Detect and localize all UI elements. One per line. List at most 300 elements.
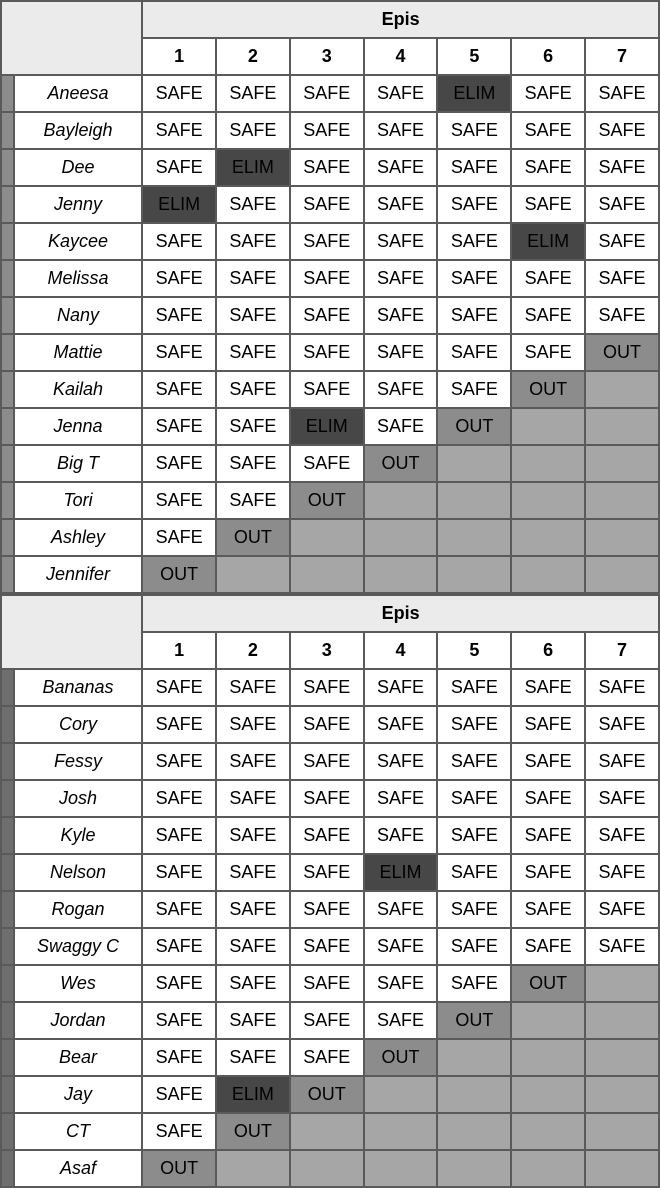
- status-cell-safe: SAFE: [142, 928, 216, 965]
- contestant-name: Kyle: [14, 817, 142, 854]
- status-cell-safe: SAFE: [142, 75, 216, 112]
- status-cell-safe: SAFE: [216, 743, 290, 780]
- contestant-row: [1, 1039, 659, 1076]
- status-cell-safe: SAFE: [290, 260, 364, 297]
- status-cell-safe: SAFE: [437, 706, 511, 743]
- status-cell-safe: SAFE: [216, 817, 290, 854]
- status-cell-safe: SAFE: [290, 928, 364, 965]
- men-progress-table: [0, 594, 660, 1188]
- row-color-strip: [1, 743, 14, 780]
- status-cell-empty: [511, 1113, 585, 1150]
- status-cell-safe: SAFE: [142, 1113, 216, 1150]
- status-cell-empty: [585, 371, 659, 408]
- status-cell-empty: [437, 1076, 511, 1113]
- episode-number-header: 2: [216, 632, 290, 669]
- contestant-row: [1, 1113, 659, 1150]
- status-cell-safe: SAFE: [290, 854, 364, 891]
- status-cell-empty: [290, 556, 364, 593]
- status-cell-safe: SAFE: [142, 408, 216, 445]
- status-cell-safe: SAFE: [142, 112, 216, 149]
- contestant-row: [1, 1002, 659, 1039]
- status-cell-safe: SAFE: [437, 891, 511, 928]
- contestant-name: Bananas: [14, 669, 142, 706]
- contestant-row: [1, 371, 659, 408]
- contestant-row: [1, 743, 659, 780]
- status-cell-safe: SAFE: [364, 669, 438, 706]
- contestant-name: Ashley: [14, 519, 142, 556]
- status-cell-safe: SAFE: [511, 334, 585, 371]
- status-cell-safe: SAFE: [585, 669, 659, 706]
- status-cell-empty: [216, 556, 290, 593]
- status-cell-safe: SAFE: [142, 334, 216, 371]
- status-cell-safe: SAFE: [585, 891, 659, 928]
- status-cell-safe: SAFE: [437, 149, 511, 186]
- row-color-strip: [1, 260, 14, 297]
- status-cell-safe: SAFE: [364, 186, 438, 223]
- status-cell-elim: ELIM: [511, 223, 585, 260]
- status-cell-safe: SAFE: [437, 817, 511, 854]
- status-cell-safe: SAFE: [290, 1002, 364, 1039]
- status-cell-safe: SAFE: [216, 334, 290, 371]
- contestant-name: Melissa: [14, 260, 142, 297]
- status-cell-safe: SAFE: [364, 706, 438, 743]
- status-cell-safe: SAFE: [216, 260, 290, 297]
- status-cell-safe: SAFE: [585, 112, 659, 149]
- status-cell-safe: SAFE: [364, 1002, 438, 1039]
- status-cell-empty: [511, 556, 585, 593]
- status-cell-safe: SAFE: [437, 112, 511, 149]
- status-cell-empty: [511, 1039, 585, 1076]
- status-cell-safe: SAFE: [511, 297, 585, 334]
- status-cell-safe: SAFE: [585, 260, 659, 297]
- contestant-name: Cory: [14, 706, 142, 743]
- status-cell-safe: SAFE: [142, 260, 216, 297]
- status-cell-empty: [437, 1150, 511, 1187]
- row-color-strip: [1, 75, 14, 112]
- status-cell-elim: ELIM: [290, 408, 364, 445]
- status-cell-safe: SAFE: [290, 149, 364, 186]
- episode-number-header: 1: [142, 38, 216, 75]
- row-color-strip: [1, 1113, 14, 1150]
- status-cell-safe: SAFE: [290, 186, 364, 223]
- row-color-strip: [1, 519, 14, 556]
- contestant-name: Jay: [14, 1076, 142, 1113]
- status-cell-safe: SAFE: [290, 891, 364, 928]
- status-cell-safe: SAFE: [290, 75, 364, 112]
- status-cell-out: OUT: [290, 1076, 364, 1113]
- contestant-row: [1, 556, 659, 593]
- episodes-group-header: [142, 595, 659, 632]
- episode-number-header: 5: [437, 38, 511, 75]
- status-cell-safe: SAFE: [290, 371, 364, 408]
- status-cell-empty: [364, 519, 438, 556]
- status-cell-safe: SAFE: [364, 928, 438, 965]
- status-cell-empty: [585, 1150, 659, 1187]
- status-cell-safe: SAFE: [585, 780, 659, 817]
- status-cell-safe: SAFE: [511, 928, 585, 965]
- header-corner: [1, 1, 142, 75]
- status-cell-safe: SAFE: [142, 149, 216, 186]
- status-cell-safe: SAFE: [290, 223, 364, 260]
- episode-number-header: 7: [585, 38, 659, 75]
- header-corner: [1, 595, 142, 669]
- row-color-strip: [1, 965, 14, 1002]
- episode-number-header: 5: [437, 632, 511, 669]
- status-cell-safe: SAFE: [437, 780, 511, 817]
- episodes-group-label: Epis: [381, 9, 420, 29]
- row-color-strip: [1, 780, 14, 817]
- contestant-name: Tori: [14, 482, 142, 519]
- status-cell-safe: SAFE: [142, 1039, 216, 1076]
- status-cell-safe: SAFE: [142, 371, 216, 408]
- contestant-row: [1, 112, 659, 149]
- status-cell-out: OUT: [364, 1039, 438, 1076]
- status-cell-safe: SAFE: [437, 965, 511, 1002]
- status-cell-empty: [290, 1113, 364, 1150]
- status-cell-empty: [511, 482, 585, 519]
- episode-number-header: 7: [585, 632, 659, 669]
- status-cell-elim: ELIM: [364, 854, 438, 891]
- status-cell-empty: [364, 1150, 438, 1187]
- row-color-strip: [1, 556, 14, 593]
- contestant-name: CT: [14, 1113, 142, 1150]
- contestant-row: [1, 854, 659, 891]
- status-cell-empty: [437, 482, 511, 519]
- row-color-strip: [1, 1039, 14, 1076]
- status-cell-safe: SAFE: [437, 669, 511, 706]
- status-cell-safe: SAFE: [364, 371, 438, 408]
- row-color-strip: [1, 223, 14, 260]
- episode-number-header: 3: [290, 632, 364, 669]
- status-cell-safe: SAFE: [511, 743, 585, 780]
- status-cell-empty: [585, 1002, 659, 1039]
- status-cell-safe: SAFE: [290, 112, 364, 149]
- row-color-strip: [1, 112, 14, 149]
- contestant-name: Dee: [14, 149, 142, 186]
- status-cell-safe: SAFE: [585, 75, 659, 112]
- status-cell-safe: SAFE: [511, 149, 585, 186]
- status-cell-out: OUT: [585, 334, 659, 371]
- row-color-strip: [1, 445, 14, 482]
- contestant-row: [1, 669, 659, 706]
- contestant-name: Kailah: [14, 371, 142, 408]
- row-color-strip: [1, 408, 14, 445]
- status-cell-out: OUT: [511, 965, 585, 1002]
- status-cell-safe: SAFE: [216, 371, 290, 408]
- contestant-name: Kaycee: [14, 223, 142, 260]
- status-cell-empty: [290, 1150, 364, 1187]
- row-color-strip: [1, 1076, 14, 1113]
- status-cell-out: OUT: [364, 445, 438, 482]
- status-cell-empty: [585, 519, 659, 556]
- contestant-name: Wes: [14, 965, 142, 1002]
- status-cell-safe: SAFE: [142, 817, 216, 854]
- episode-number-header: 2: [216, 38, 290, 75]
- status-cell-empty: [437, 556, 511, 593]
- status-cell-empty: [511, 445, 585, 482]
- status-cell-safe: SAFE: [216, 223, 290, 260]
- status-cell-safe: SAFE: [364, 965, 438, 1002]
- contestant-row: [1, 223, 659, 260]
- status-cell-safe: SAFE: [290, 297, 364, 334]
- row-color-strip: [1, 334, 14, 371]
- status-cell-safe: SAFE: [216, 854, 290, 891]
- contestant-row: [1, 780, 659, 817]
- contestant-row: [1, 928, 659, 965]
- status-cell-empty: [585, 1076, 659, 1113]
- status-cell-elim: ELIM: [437, 75, 511, 112]
- status-cell-safe: SAFE: [585, 186, 659, 223]
- status-cell-safe: SAFE: [511, 669, 585, 706]
- contestant-row: [1, 408, 659, 445]
- status-cell-safe: SAFE: [364, 297, 438, 334]
- status-cell-elim: ELIM: [216, 1076, 290, 1113]
- row-color-strip: [1, 297, 14, 334]
- contestant-row: [1, 260, 659, 297]
- contestant-row: [1, 482, 659, 519]
- status-cell-safe: SAFE: [290, 780, 364, 817]
- status-cell-empty: [364, 1113, 438, 1150]
- status-cell-safe: SAFE: [142, 965, 216, 1002]
- status-cell-safe: SAFE: [216, 780, 290, 817]
- episode-number-header: 1: [142, 632, 216, 669]
- contestant-row: [1, 519, 659, 556]
- status-cell-safe: SAFE: [511, 186, 585, 223]
- status-cell-empty: [290, 519, 364, 556]
- status-cell-empty: [437, 445, 511, 482]
- status-cell-safe: SAFE: [216, 186, 290, 223]
- status-cell-empty: [511, 1076, 585, 1113]
- row-color-strip: [1, 186, 14, 223]
- status-cell-safe: SAFE: [290, 965, 364, 1002]
- contestant-name: Big T: [14, 445, 142, 482]
- status-cell-safe: SAFE: [511, 706, 585, 743]
- status-cell-safe: SAFE: [364, 260, 438, 297]
- row-color-strip: [1, 1002, 14, 1039]
- status-cell-safe: SAFE: [290, 743, 364, 780]
- status-cell-safe: SAFE: [437, 371, 511, 408]
- row-color-strip: [1, 1150, 14, 1187]
- status-cell-safe: SAFE: [364, 75, 438, 112]
- status-cell-safe: SAFE: [585, 297, 659, 334]
- row-color-strip: [1, 669, 14, 706]
- status-cell-safe: SAFE: [585, 743, 659, 780]
- contestant-name: Asaf: [14, 1150, 142, 1187]
- status-cell-safe: SAFE: [142, 519, 216, 556]
- status-cell-safe: SAFE: [585, 817, 659, 854]
- status-cell-safe: SAFE: [216, 669, 290, 706]
- status-cell-empty: [585, 1039, 659, 1076]
- contestant-row: [1, 334, 659, 371]
- status-cell-out: OUT: [216, 1113, 290, 1150]
- contestant-row: [1, 75, 659, 112]
- status-cell-empty: [585, 1113, 659, 1150]
- episodes-group-header: [142, 1, 659, 38]
- status-cell-safe: SAFE: [364, 408, 438, 445]
- status-cell-safe: SAFE: [437, 334, 511, 371]
- contestant-name: Fessy: [14, 743, 142, 780]
- status-cell-empty: [437, 1113, 511, 1150]
- status-cell-safe: SAFE: [216, 706, 290, 743]
- contestant-row: [1, 149, 659, 186]
- status-cell-out: OUT: [216, 519, 290, 556]
- status-cell-safe: SAFE: [216, 1002, 290, 1039]
- status-cell-safe: SAFE: [216, 297, 290, 334]
- status-cell-safe: SAFE: [437, 260, 511, 297]
- status-cell-empty: [511, 1002, 585, 1039]
- contestant-row: [1, 817, 659, 854]
- contestant-row: [1, 965, 659, 1002]
- status-cell-safe: SAFE: [585, 149, 659, 186]
- status-cell-safe: SAFE: [364, 780, 438, 817]
- status-cell-safe: SAFE: [437, 223, 511, 260]
- status-cell-safe: SAFE: [511, 817, 585, 854]
- status-cell-safe: SAFE: [437, 297, 511, 334]
- episode-number-header: 4: [364, 38, 438, 75]
- status-cell-safe: SAFE: [585, 706, 659, 743]
- status-cell-safe: SAFE: [364, 817, 438, 854]
- status-cell-safe: SAFE: [142, 854, 216, 891]
- status-cell-out: OUT: [142, 1150, 216, 1187]
- status-cell-empty: [585, 408, 659, 445]
- contestant-name: Swaggy C: [14, 928, 142, 965]
- contestant-name: Rogan: [14, 891, 142, 928]
- status-cell-out: OUT: [290, 482, 364, 519]
- status-cell-safe: SAFE: [216, 965, 290, 1002]
- status-cell-safe: SAFE: [216, 112, 290, 149]
- row-color-strip: [1, 817, 14, 854]
- status-cell-safe: SAFE: [290, 334, 364, 371]
- status-cell-empty: [585, 556, 659, 593]
- status-cell-out: OUT: [437, 1002, 511, 1039]
- episode-number-header: 6: [511, 632, 585, 669]
- status-cell-empty: [511, 1150, 585, 1187]
- status-cell-safe: SAFE: [511, 260, 585, 297]
- status-cell-safe: SAFE: [142, 891, 216, 928]
- status-cell-safe: SAFE: [142, 1002, 216, 1039]
- status-cell-safe: SAFE: [511, 854, 585, 891]
- status-cell-safe: SAFE: [511, 891, 585, 928]
- episode-number-header: 4: [364, 632, 438, 669]
- status-cell-empty: [585, 445, 659, 482]
- contestant-name: Nany: [14, 297, 142, 334]
- status-cell-safe: SAFE: [142, 743, 216, 780]
- status-cell-empty: [216, 1150, 290, 1187]
- status-cell-safe: SAFE: [364, 223, 438, 260]
- episode-number-header: 3: [290, 38, 364, 75]
- row-color-strip: [1, 891, 14, 928]
- status-cell-safe: SAFE: [437, 743, 511, 780]
- contestant-row: [1, 186, 659, 223]
- status-cell-safe: SAFE: [142, 706, 216, 743]
- status-cell-safe: SAFE: [216, 482, 290, 519]
- row-color-strip: [1, 149, 14, 186]
- status-cell-out: OUT: [437, 408, 511, 445]
- status-cell-safe: SAFE: [216, 408, 290, 445]
- status-cell-empty: [585, 965, 659, 1002]
- status-cell-empty: [511, 519, 585, 556]
- contestant-name: Jenny: [14, 186, 142, 223]
- status-cell-safe: SAFE: [585, 928, 659, 965]
- status-cell-safe: SAFE: [142, 223, 216, 260]
- status-cell-safe: SAFE: [511, 75, 585, 112]
- status-cell-safe: SAFE: [364, 334, 438, 371]
- status-cell-out: OUT: [511, 371, 585, 408]
- status-cell-safe: SAFE: [511, 112, 585, 149]
- contestant-row: [1, 297, 659, 334]
- contestant-row: [1, 1150, 659, 1187]
- contestant-name: Mattie: [14, 334, 142, 371]
- row-color-strip: [1, 482, 14, 519]
- contestant-name: Jennifer: [14, 556, 142, 593]
- status-cell-safe: SAFE: [290, 445, 364, 482]
- contestant-row: [1, 891, 659, 928]
- status-cell-safe: SAFE: [437, 854, 511, 891]
- status-cell-empty: [364, 1076, 438, 1113]
- status-cell-safe: SAFE: [437, 186, 511, 223]
- episode-number-header: 6: [511, 38, 585, 75]
- contestant-row: [1, 445, 659, 482]
- status-cell-elim: ELIM: [142, 186, 216, 223]
- status-cell-empty: [364, 556, 438, 593]
- status-cell-safe: SAFE: [142, 669, 216, 706]
- status-cell-safe: SAFE: [290, 817, 364, 854]
- status-cell-safe: SAFE: [364, 112, 438, 149]
- contestant-name: Jordan: [14, 1002, 142, 1039]
- status-cell-safe: SAFE: [585, 854, 659, 891]
- status-cell-safe: SAFE: [216, 445, 290, 482]
- contestant-name: Bear: [14, 1039, 142, 1076]
- status-cell-safe: SAFE: [290, 706, 364, 743]
- status-cell-safe: SAFE: [216, 1039, 290, 1076]
- status-cell-safe: SAFE: [290, 1039, 364, 1076]
- contestant-name: Aneesa: [14, 75, 142, 112]
- status-cell-safe: SAFE: [364, 743, 438, 780]
- contestant-name: Jenna: [14, 408, 142, 445]
- row-color-strip: [1, 928, 14, 965]
- status-cell-empty: [437, 519, 511, 556]
- status-cell-safe: SAFE: [364, 891, 438, 928]
- episodes-group-label: Epis: [381, 603, 420, 623]
- status-cell-safe: SAFE: [216, 928, 290, 965]
- row-color-strip: [1, 854, 14, 891]
- status-cell-safe: SAFE: [142, 297, 216, 334]
- status-cell-safe: SAFE: [142, 482, 216, 519]
- contestant-name: Bayleigh: [14, 112, 142, 149]
- row-color-strip: [1, 371, 14, 408]
- status-cell-safe: SAFE: [216, 891, 290, 928]
- status-cell-safe: SAFE: [142, 445, 216, 482]
- status-cell-safe: SAFE: [290, 669, 364, 706]
- contestant-row: [1, 1076, 659, 1113]
- status-cell-empty: [437, 1039, 511, 1076]
- status-cell-safe: SAFE: [142, 1076, 216, 1113]
- status-cell-safe: SAFE: [216, 75, 290, 112]
- status-cell-empty: [585, 482, 659, 519]
- row-color-strip: [1, 706, 14, 743]
- status-cell-empty: [364, 482, 438, 519]
- status-cell-elim: ELIM: [216, 149, 290, 186]
- status-cell-safe: SAFE: [437, 928, 511, 965]
- status-cell-out: OUT: [142, 556, 216, 593]
- status-cell-empty: [511, 408, 585, 445]
- status-cell-safe: SAFE: [364, 149, 438, 186]
- contestant-name: Nelson: [14, 854, 142, 891]
- contestant-name: Josh: [14, 780, 142, 817]
- status-cell-safe: SAFE: [585, 223, 659, 260]
- contestant-row: [1, 706, 659, 743]
- status-cell-safe: SAFE: [142, 780, 216, 817]
